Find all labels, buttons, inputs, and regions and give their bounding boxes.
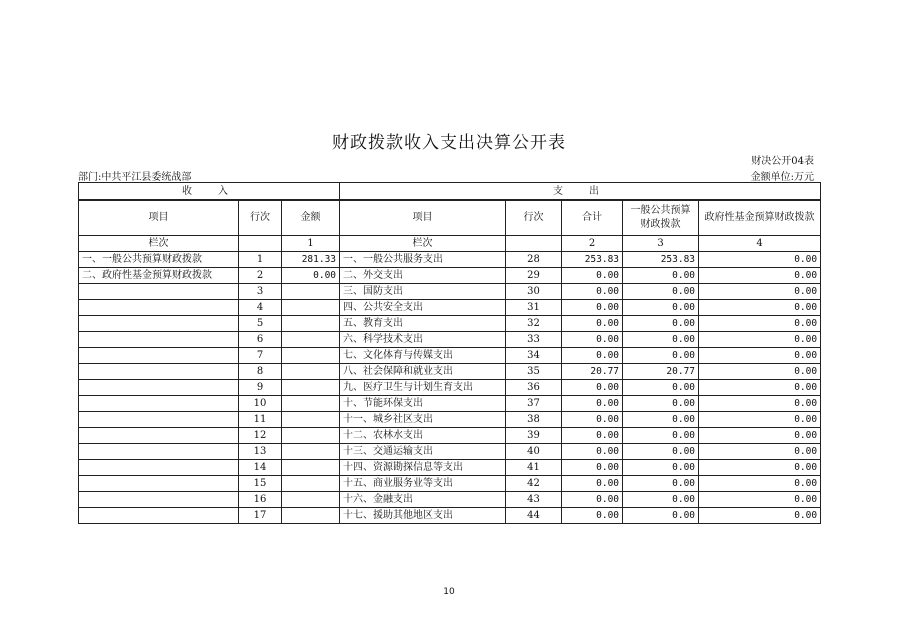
total-amount-cell: 0.00: [562, 268, 623, 284]
expenditure-line-cell: 30: [506, 284, 562, 300]
income-amount-cell: [282, 284, 340, 300]
table-row: [79, 380, 821, 396]
income-amount-header: 金额: [282, 200, 340, 236]
fund-budget-header: 政府性基金预算财政拨款: [699, 200, 821, 236]
expenditure-item-cell: 三、国防支出: [340, 284, 506, 300]
exp-column-blank: [506, 236, 562, 252]
table-code: 财决公开04表: [751, 156, 814, 167]
income-item-cell: [79, 284, 239, 300]
total-amount-cell: 0.00: [562, 396, 623, 412]
expenditure-item-cell: 一、一般公共服务支出: [340, 252, 506, 268]
table-row: [79, 428, 821, 444]
general-budget-amount-cell: 0.00: [623, 492, 699, 508]
income-item-cell: 一、一般公共预算财政拨款: [79, 252, 239, 268]
expenditure-item-cell: 九、医疗卫生与计划生育支出: [340, 380, 506, 396]
income-amount-cell: [282, 380, 340, 396]
table-row: [79, 492, 821, 508]
income-item-cell: [79, 300, 239, 316]
income-amount-cell: [282, 332, 340, 348]
total-amount-cell: 0.00: [562, 380, 623, 396]
income-item-cell: 二、政府性基金预算财政拨款: [79, 268, 239, 284]
general-budget-amount-cell: 0.00: [623, 300, 699, 316]
expenditure-line-cell: 33: [506, 332, 562, 348]
income-line-cell: 15: [239, 476, 282, 492]
fund-budget-amount-cell: 0.00: [699, 252, 821, 268]
income-item-cell: [79, 428, 239, 444]
income-item-cell: [79, 348, 239, 364]
expenditure-line-cell: 42: [506, 476, 562, 492]
expenditure-line-cell: 44: [506, 508, 562, 524]
income-item-cell: [79, 508, 239, 524]
expenditure-line-cell: 28: [506, 252, 562, 268]
income-line-cell: 2: [239, 268, 282, 284]
income-amount-cell: 0.00: [282, 268, 340, 284]
income-item-cell: [79, 476, 239, 492]
expenditure-header: 支 出: [340, 183, 821, 201]
total-amount-cell: 0.00: [562, 444, 623, 460]
fund-budget-amount-cell: 0.00: [699, 508, 821, 524]
table-row: [79, 396, 821, 412]
general-budget-amount-cell: 0.00: [623, 268, 699, 284]
expenditure-item-cell: 八、社会保障和就业支出: [340, 364, 506, 380]
income-line-cell: 17: [239, 508, 282, 524]
fund-budget-amount-cell: 0.00: [699, 380, 821, 396]
page-number: 10: [443, 587, 455, 597]
expenditure-line-cell: 34: [506, 348, 562, 364]
general-budget-amount-cell: 0.00: [623, 508, 699, 524]
table-row: [79, 412, 821, 428]
fund-budget-amount-cell: 0.00: [699, 444, 821, 460]
exp-line-header: 行次: [506, 200, 562, 236]
total-amount-cell: 0.00: [562, 348, 623, 364]
income-line-cell: 6: [239, 332, 282, 348]
column-number-3: 3: [623, 236, 699, 252]
income-amount-cell: [282, 396, 340, 412]
expenditure-line-cell: 35: [506, 364, 562, 380]
expenditure-line-cell: 41: [506, 460, 562, 476]
table-row: [79, 444, 821, 460]
income-line-cell: 9: [239, 380, 282, 396]
income-amount-cell: [282, 444, 340, 460]
income-line-cell: 12: [239, 428, 282, 444]
fund-budget-amount-cell: 0.00: [699, 316, 821, 332]
income-amount-cell: [282, 348, 340, 364]
unit-label: 金额单位:万元: [750, 172, 814, 183]
general-budget-amount-cell: 0.00: [623, 284, 699, 300]
column-number-4: 4: [699, 236, 821, 252]
total-amount-cell: 0.00: [562, 492, 623, 508]
expenditure-line-cell: 31: [506, 300, 562, 316]
fund-budget-amount-cell: 0.00: [699, 284, 821, 300]
fund-budget-amount-cell: 0.00: [699, 428, 821, 444]
general-budget-amount-cell: 0.00: [623, 444, 699, 460]
income-line-cell: 14: [239, 460, 282, 476]
table-row: [79, 284, 821, 300]
fund-budget-amount-cell: 0.00: [699, 412, 821, 428]
expenditure-item-cell: 十三、交通运输支出: [340, 444, 506, 460]
income-amount-cell: [282, 428, 340, 444]
income-line-cell: 4: [239, 300, 282, 316]
expenditure-item-cell: 十一、城乡社区支出: [340, 412, 506, 428]
total-amount-cell: 0.00: [562, 476, 623, 492]
expenditure-line-cell: 29: [506, 268, 562, 284]
expenditure-line-cell: 39: [506, 428, 562, 444]
general-budget-amount-cell: 0.00: [623, 380, 699, 396]
income-line-cell: 8: [239, 364, 282, 380]
income-line-cell: 13: [239, 444, 282, 460]
total-amount-cell: 0.00: [562, 428, 623, 444]
income-amount-cell: [282, 476, 340, 492]
expenditure-item-cell: 十四、资源勘探信息等支出: [340, 460, 506, 476]
fund-budget-amount-cell: 0.00: [699, 348, 821, 364]
income-amount-cell: [282, 492, 340, 508]
table-row: [79, 364, 821, 380]
column-number-2: 2: [562, 236, 623, 252]
income-amount-cell: [282, 300, 340, 316]
expenditure-item-cell: 十七、援助其他地区支出: [340, 508, 506, 524]
column-label: 栏次: [79, 236, 239, 252]
table-row: [79, 300, 821, 316]
finance-table: [78, 182, 821, 524]
fund-budget-amount-cell: 0.00: [699, 300, 821, 316]
table-row: [79, 268, 821, 284]
section-header-row: [79, 183, 821, 201]
expenditure-line-cell: 37: [506, 396, 562, 412]
expenditure-line-cell: 38: [506, 412, 562, 428]
income-amount-cell: [282, 460, 340, 476]
department-label: 部门:中共平江县委统战部: [78, 172, 192, 183]
expenditure-item-cell: 五、教育支出: [340, 316, 506, 332]
income-line-cell: 7: [239, 348, 282, 364]
fund-budget-amount-cell: 0.00: [699, 396, 821, 412]
income-item-cell: [79, 396, 239, 412]
total-header: 合计: [562, 200, 623, 236]
general-budget-amount-cell: 0.00: [623, 316, 699, 332]
income-amount-cell: [282, 364, 340, 380]
exp-item-header: 项目: [340, 200, 506, 236]
table-row: [79, 508, 821, 524]
table-row: [79, 332, 821, 348]
expenditure-line-cell: 36: [506, 380, 562, 396]
income-line-cell: 3: [239, 284, 282, 300]
income-line-cell: 10: [239, 396, 282, 412]
column-header-row: [79, 200, 821, 236]
income-header: 收 入: [79, 183, 340, 201]
total-amount-cell: 0.00: [562, 508, 623, 524]
total-amount-cell: 0.00: [562, 284, 623, 300]
income-amount-cell: [282, 412, 340, 428]
expenditure-item-cell: 四、公共安全支出: [340, 300, 506, 316]
expenditure-line-cell: 32: [506, 316, 562, 332]
income-amount-cell: [282, 316, 340, 332]
income-item-cell: [79, 460, 239, 476]
total-amount-cell: 253.83: [562, 252, 623, 268]
fund-budget-amount-cell: 0.00: [699, 268, 821, 284]
expenditure-item-cell: 十五、商业服务业等支出: [340, 476, 506, 492]
total-amount-cell: 0.00: [562, 460, 623, 476]
fund-budget-amount-cell: 0.00: [699, 492, 821, 508]
column-number-row: [79, 236, 821, 252]
general-budget-amount-cell: 0.00: [623, 396, 699, 412]
expenditure-item-cell: 二、外交支出: [340, 268, 506, 284]
total-amount-cell: 0.00: [562, 412, 623, 428]
fund-budget-amount-cell: 0.00: [699, 476, 821, 492]
table-row: [79, 476, 821, 492]
expenditure-item-cell: 十、节能环保支出: [340, 396, 506, 412]
general-budget-amount-cell: 0.00: [623, 476, 699, 492]
expenditure-line-cell: 40: [506, 444, 562, 460]
income-amount-cell: 281.33: [282, 252, 340, 268]
table-row: [79, 348, 821, 364]
expenditure-item-cell: 十二、农林水支出: [340, 428, 506, 444]
general-budget-amount-cell: 253.83: [623, 252, 699, 268]
fund-budget-amount-cell: 0.00: [699, 460, 821, 476]
expenditure-item-cell: 七、文化体育与传媒支出: [340, 348, 506, 364]
table-row: [79, 252, 821, 268]
income-line-header: 行次: [239, 200, 282, 236]
income-item-cell: [79, 380, 239, 396]
general-budget-amount-cell: 0.00: [623, 348, 699, 364]
fund-budget-amount-cell: 0.00: [699, 364, 821, 380]
general-budget-amount-cell: 0.00: [623, 460, 699, 476]
income-item-cell: [79, 332, 239, 348]
general-budget-amount-cell: 20.77: [623, 364, 699, 380]
income-item-cell: [79, 412, 239, 428]
income-amount-cell: [282, 508, 340, 524]
column-number-1: 1: [282, 236, 340, 252]
page-title: 财政拨款收入支出决算公开表: [332, 133, 566, 153]
income-item-cell: [79, 364, 239, 380]
fund-budget-amount-cell: 0.00: [699, 332, 821, 348]
expenditure-item-cell: 六、科学技术支出: [340, 332, 506, 348]
income-line-cell: 16: [239, 492, 282, 508]
total-amount-cell: 0.00: [562, 300, 623, 316]
general-budget-amount-cell: 0.00: [623, 412, 699, 428]
total-amount-cell: 0.00: [562, 332, 623, 348]
expenditure-item-cell: 十六、金融支出: [340, 492, 506, 508]
income-item-cell: [79, 316, 239, 332]
table-row: [79, 460, 821, 476]
column-blank: [239, 236, 282, 252]
income-line-cell: 1: [239, 252, 282, 268]
total-amount-cell: 20.77: [562, 364, 623, 380]
income-line-cell: 11: [239, 412, 282, 428]
table-row: [79, 316, 821, 332]
income-line-cell: 5: [239, 316, 282, 332]
expenditure-line-cell: 43: [506, 492, 562, 508]
general-budget-amount-cell: 0.00: [623, 428, 699, 444]
total-amount-cell: 0.00: [562, 316, 623, 332]
general-budget-header: 一般公共预算财政拨款: [623, 200, 699, 236]
income-item-header: 项目: [79, 200, 239, 236]
exp-column-label: 栏次: [340, 236, 506, 252]
general-budget-amount-cell: 0.00: [623, 332, 699, 348]
income-item-cell: [79, 492, 239, 508]
income-item-cell: [79, 444, 239, 460]
